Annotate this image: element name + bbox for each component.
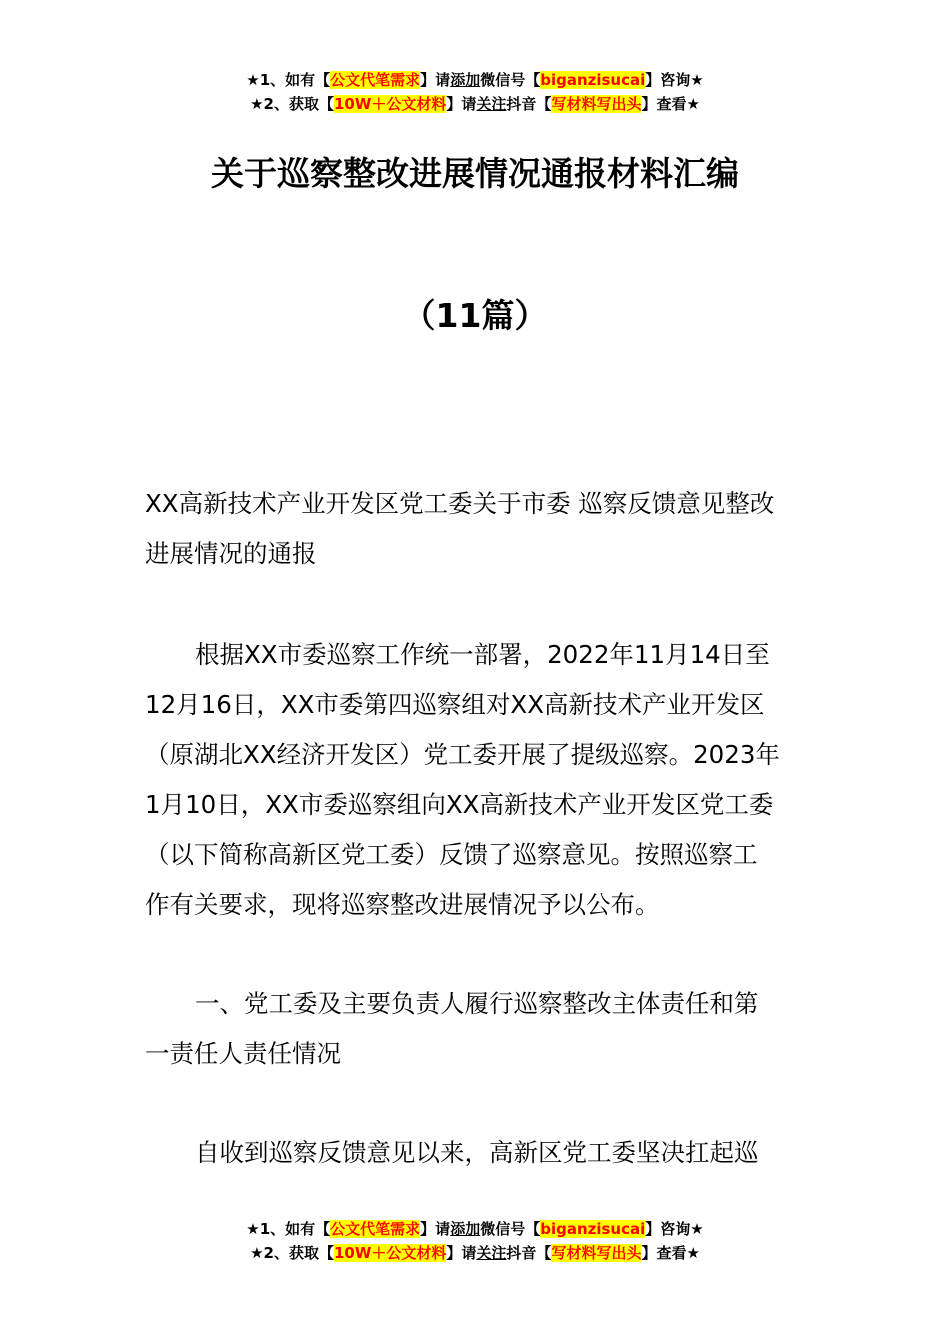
banner-text: 】查看★	[641, 1244, 700, 1262]
paragraph-1	[145, 630, 810, 930]
article-heading-line: 进展情况的通报	[145, 539, 317, 568]
banner-text: 】请	[446, 1244, 477, 1262]
banner-highlight: 写材料写出头	[551, 95, 642, 113]
banner-text: 】咨询★	[645, 71, 704, 89]
article-heading-line: XX高新技术产业开发区党工委关于市委 巡察反馈意见整改	[145, 489, 775, 518]
bottom-banner	[0, 1217, 950, 1265]
banner-text: 微信号【	[480, 71, 541, 89]
paragraph-line: （原湖北XX经济开发区）党工委开展了提级巡察。2023年	[145, 740, 780, 769]
paragraph-line: 1月10日，XX市委巡察组向XX高新技术产业开发区党工委	[145, 790, 774, 819]
banner-highlight: 公文代笔需求	[330, 1220, 421, 1238]
paragraph-line: 12月16日，XX市委第四巡察组对XX高新技术产业开发区	[145, 690, 765, 719]
article-heading	[145, 479, 810, 579]
banner-text: 】请	[420, 71, 451, 89]
banner-text: 微信号【	[480, 1220, 541, 1238]
banner-highlight: 10W＋公文材料	[333, 95, 447, 113]
paragraph-line: （以下简称高新区党工委）反馈了巡察意见。按照巡察工	[145, 840, 758, 869]
banner-underlined: 添加	[450, 1220, 481, 1238]
banner-text: 抖音【	[506, 95, 552, 113]
top-banner	[0, 68, 950, 116]
banner-underlined: 关注	[476, 1244, 507, 1262]
document-subtitle: （11篇）	[402, 296, 548, 335]
banner-text: ★2、获取【	[250, 1244, 334, 1262]
banner-line-2	[0, 92, 950, 116]
banner-highlight: 公文代笔需求	[330, 71, 421, 89]
banner-text: ★1、如有【	[246, 71, 331, 89]
banner-text: ★1、如有【	[246, 1220, 331, 1238]
banner-underlined: 添加	[450, 71, 481, 89]
banner-line-2	[0, 1241, 950, 1265]
section-heading-line: 一、党工委及主要负责人履行巡察整改主体责任和第	[195, 989, 759, 1018]
banner-text: 】查看★	[641, 95, 700, 113]
banner-text: ★2、获取【	[250, 95, 334, 113]
paragraph-2	[145, 1128, 810, 1178]
banner-text: 】咨询★	[645, 1220, 704, 1238]
section-heading-line: 一责任人责任情况	[145, 1039, 341, 1068]
banner-highlight: 写材料写出头	[551, 1244, 642, 1262]
banner-highlight: biganzisucai	[540, 71, 646, 89]
banner-text: 抖音【	[506, 1244, 552, 1262]
banner-highlight: biganzisucai	[540, 1220, 646, 1238]
banner-line-1	[0, 1217, 950, 1241]
banner-underlined: 关注	[476, 95, 507, 113]
banner-highlight: 10W＋公文材料	[333, 1244, 447, 1262]
paragraph-line: 根据XX市委巡察工作统一部署，2022年11月14日至	[195, 640, 770, 669]
paragraph-line: 作有关要求，现将巡察整改进展情况予以公布。	[145, 890, 660, 919]
banner-text: 】请	[446, 95, 477, 113]
paragraph-line: 自收到巡察反馈意见以来，高新区党工委坚决扛起巡	[195, 1138, 759, 1167]
banner-text: 】请	[420, 1220, 451, 1238]
banner-line-1	[0, 68, 950, 92]
section-heading-1	[145, 979, 810, 1079]
document-title: 关于巡察整改进展情况通报材料汇编	[211, 154, 739, 193]
